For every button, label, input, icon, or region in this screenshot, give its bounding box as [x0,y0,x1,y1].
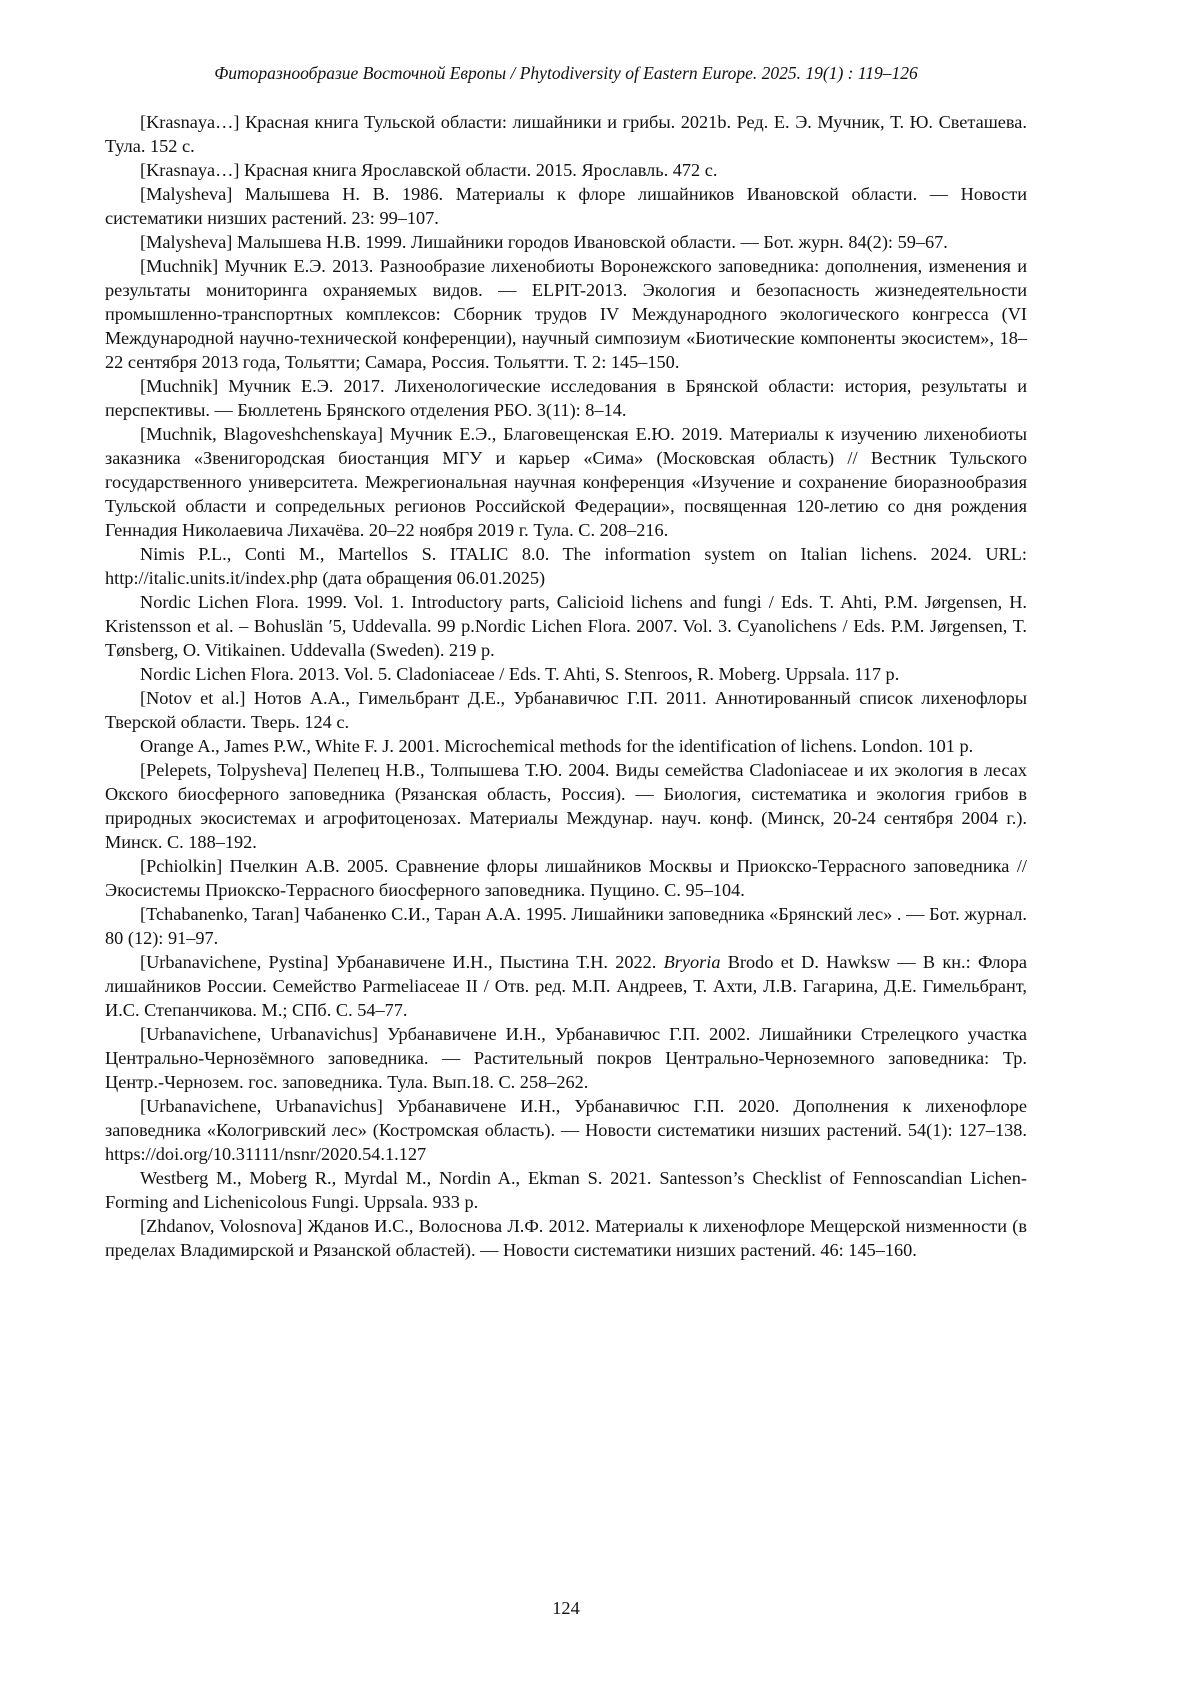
reference-item [105,590,1027,662]
reference-item [105,758,1027,854]
page-number: 124 [552,1598,580,1618]
reference-item [105,374,1027,422]
reference-item [105,734,1027,758]
references-list [105,110,1027,1262]
reference-text: [Muchnik] Мучник Е.Э. 2013. Разнообразие лихенобиоты Воронежского заповедника: дополнения, изменения и результаты мониторинга охраняемых видов. — ELPIT-2013. Экология и безопасность жизнедеятельности промышленно-транспортных комплексов: Сборник трудов IV Международного экологического конгресса (VI Международной научно-технической конференции), научный симпозиум «Биотические компоненты экосистем», 18–22 сентября 2013 года, Тольятти; Самара, Россия. Тольятти. Т. 2: 145–150. [105,256,1027,372]
reference-text: Orange A., James P.W., White F. J. 2001. Microchemical methods for the identification of lichens. London. 101 p. [140,736,974,756]
reference-text: [Urbanavichene, Urbanavichus] Урбанавичене И.Н., Урбанавичюс Г.П. 2002. Лишайники Стрелецкого участка Центрально-Чернозёмного заповедника. — Растительный покров Центрально-Черноземного заповедника: Тр. Центр.-Чернозем. гос. заповедника. Тула. Вып.18. С. 258–262. [105,1024,1027,1092]
reference-text: [Notov et al.] Нотов А.А., Гимельбрант Д.Е., Урбанавичюс Г.П. 2011. Аннотированный список лихенофлоры Тверской области. Тверь. 124 с. [105,688,1027,732]
reference-text: [Zhdanov, Volosnova] Жданов И.С., Волоснова Л.Ф. 2012. Материалы к лихенофлоре Мещерской низменности (в пределах Владимирской и Рязанской областей). — Новости систематики низших растений. 46: 145–160. [105,1216,1027,1260]
reference-text: Brodo et D. Hawksw — В кн.: Флора лишайников России. Семейство Parmeliaceae II / Отв. ред. М.П. Андреев, Т. Ахти, Л.В. Гагарина, Д.Е. Гимельбрант, И.С. Степанчикова. М.; СПб. С. 54–77. [105,952,1027,1020]
reference-item [105,1094,1027,1166]
reference-text: [Tchabanenko, Taran] Чабаненко С.И., Таран А.А. 1995. Лишайники заповедника «Брянский лес» . — Бот. журнал. 80 (12): 91–97. [105,904,1027,948]
reference-item [105,254,1027,374]
reference-item [105,902,1027,950]
reference-text: [Pchiolkin] Пчелкин А.В. 2005. Сравнение флоры лишайников Москвы и Приокско-Террасного заповедника // Экосистемы Приокско-Террасного биосферного заповедника. Пущино. С. 95–104. [105,856,1027,900]
reference-text: Nimis P.L., Conti M., Martellos S. ITALIC 8.0. The information system on Italian lichens. 2024. URL: http://italic.units.it/index.php (дата обращения 06.01.2025) [105,544,1027,588]
reference-text: Nordic Lichen Flora. 1999. Vol. 1. Introductory parts, Calicioid lichens and fungi / Eds. T. Ahti, P.M. Jørgensen, H. Kristensson et al. – Bohuslän ′5, Uddevalla. 99 p.Nordic Lichen Flora. 2007. Vol. 3. Cyanolichens / Eds. P.M. Jørgensen, T. Tønsberg, O. Vitikainen. Uddevalla (Sweden). 219 p. [105,592,1027,660]
reference-item [105,950,1027,1022]
reference-item [105,1214,1027,1262]
reference-item [105,686,1027,734]
reference-text: [Urbanavichene, Pystina] Урбанавичене И.Н., Пыстина Т.Н. 2022. [140,952,664,972]
reference-taxon-name: Bryoria [663,952,721,972]
reference-item [105,158,1027,182]
reference-text: [Malysheva] Малышева Н. В. 1986. Материалы к флоре лишайников Ивановской области. — Новости систематики низших растений. 23: 99–107. [105,184,1027,228]
reference-text: [Krasnaya…] Красная книга Тульской области: лишайники и грибы. 2021b. Ред. Е. Э. Мучник, Т. Ю. Светашева. Тула. 152 с. [105,112,1027,156]
reference-item [105,422,1027,542]
reference-item [105,230,1027,254]
reference-item [105,110,1027,158]
reference-item [105,182,1027,230]
reference-item [105,662,1027,686]
reference-text: [Urbanavichene, Urbanavichus] Урбанавичене И.Н., Урбанавичюс Г.П. 2020. Дополнения к лихенофлоре заповедника «Кологривский лес» (Костромская область). — Новости систематики низших растений. 54(1): 127–138. https://doi.org/10.31111/nsnr/2020.54.1.127 [105,1096,1027,1164]
reference-text: [Krasnaya…] Красная книга Ярославской области. 2015. Ярославль. 472 с. [140,160,718,180]
reference-item [105,542,1027,590]
reference-item [105,1022,1027,1094]
reference-text: Nordic Lichen Flora. 2013. Vol. 5. Cladoniaceae / Eds. T. Ahti, S. Stenroos, R. Moberg. Uppsala. 117 p. [140,664,900,684]
reference-text: [Muchnik, Blagoveshchenskaya] Мучник Е.Э., Благовещенская Е.Ю. 2019. Материалы к изучению лихенобиоты заказника «Звенигородская биостанция МГУ и карьер «Сима» (Московская область) // Вестник Тульского государственного университета. Межрегиональная научная конференция «Изучение и сохранение биоразнообразия Тульской области и сопредельных регионов Российской Федерации», посвященная 120-летию со дня рождения Геннадия Николаевича Лихачёва. 20–22 ноября 2019 г. Тула. С. 208–216. [105,424,1027,540]
reference-text: [Malysheva] Малышева Н.В. 1999. Лишайники городов Ивановской области. — Бот. журн. 84(2): 59–67. [140,232,948,252]
reference-item [105,1166,1027,1214]
journal-running-title: Фиторазнообразие Восточной Европы / Phytodiversity of Eastern Europe. 2025. 19(1) : 119–126 [214,63,918,83]
reference-text: Westberg M., Moberg R., Myrdal M., Nordin A., Ekman S. 2021. Santesson’s Checklist of Fennoscandian Lichen-Forming and Lichenicolous Fungi. Uppsala. 933 p. [105,1168,1027,1212]
reference-text: [Muchnik] Мучник Е.Э. 2017. Лихенологические исследования в Брянской области: история, результаты и перспективы. — Бюллетень Брянского отделения РБО. 3(11): 8–14. [105,376,1027,420]
reference-item [105,854,1027,902]
reference-text: [Pelepets, Tolpysheva] Пелепец Н.В., Толпышева Т.Ю. 2004. Виды семейства Cladoniaceae и их экология в лесах Окского биосферного заповедника (Рязанская область, Россия). — Биология, систематика и экология грибов в природных экосистемах и агрофитоценозах. Материалы Междунар. науч. конф. (Минск, 20-24 сентября 2004 г.). Минск. С. 188–192. [105,760,1027,852]
